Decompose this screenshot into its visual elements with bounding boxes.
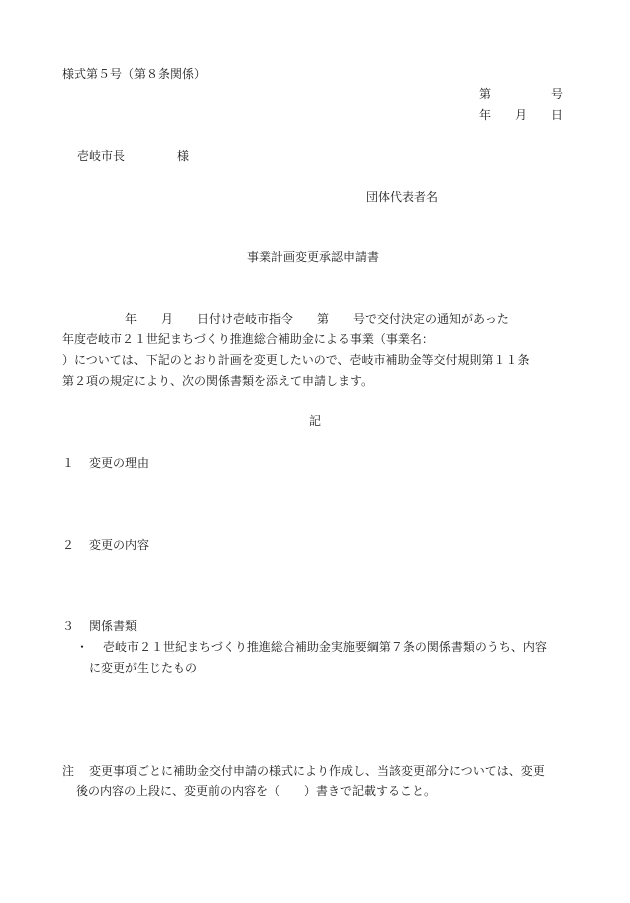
note-line-2: 後の内容の上段に、変更前の内容を（ ）書きで記載すること。	[76, 784, 437, 798]
body-line-3: ）については、下記のとおり計画を変更したいので、壱岐市補助金等交付規則第１１条	[62, 353, 530, 367]
addressee-title: 壱岐市長	[77, 149, 126, 163]
item-2-label: 変更の内容	[89, 538, 150, 552]
document-title: 事業計画変更承認申請書	[247, 250, 380, 264]
document-number-field: 第 号	[479, 87, 564, 101]
addressee-honorific: 様	[177, 149, 190, 163]
ki-heading: 記	[309, 414, 322, 428]
item-3-bullet: ・	[76, 640, 89, 654]
item-3-detail-line-1: 壱岐市２１世紀まちづくり推進総合補助金実施要綱第７条の関係書類のうち、内容	[103, 640, 547, 654]
note-line-1: 変更事項ごとに補助金交付申請の様式により作成し、当該変更部分については、変更	[89, 764, 545, 778]
note-label: 注	[62, 764, 75, 778]
form-number: 様式第５号（第８条関係）	[62, 67, 207, 81]
date-field: 年 月 日	[479, 108, 564, 122]
item-1-label: 変更の理由	[89, 456, 150, 470]
item-3-number: ３	[62, 619, 75, 633]
item-2-number: ２	[62, 538, 75, 552]
item-3-label: 関係書類	[89, 619, 138, 633]
item-1-number: １	[62, 456, 75, 470]
body-line-1: 年 月 日付け壱岐市指令 第 号で交付決定の通知があった	[125, 312, 509, 326]
body-line-2: 年度壱岐市２１世紀まちづくり推進総合補助金による事業（事業名：	[62, 332, 434, 346]
body-line-4: 第２項の規定により、次の関係書類を添えて申請します。	[62, 374, 374, 388]
applicant-name-label: 団体代表者名	[366, 190, 439, 204]
item-3-detail-line-2: に変更が生じたもの	[89, 661, 198, 675]
